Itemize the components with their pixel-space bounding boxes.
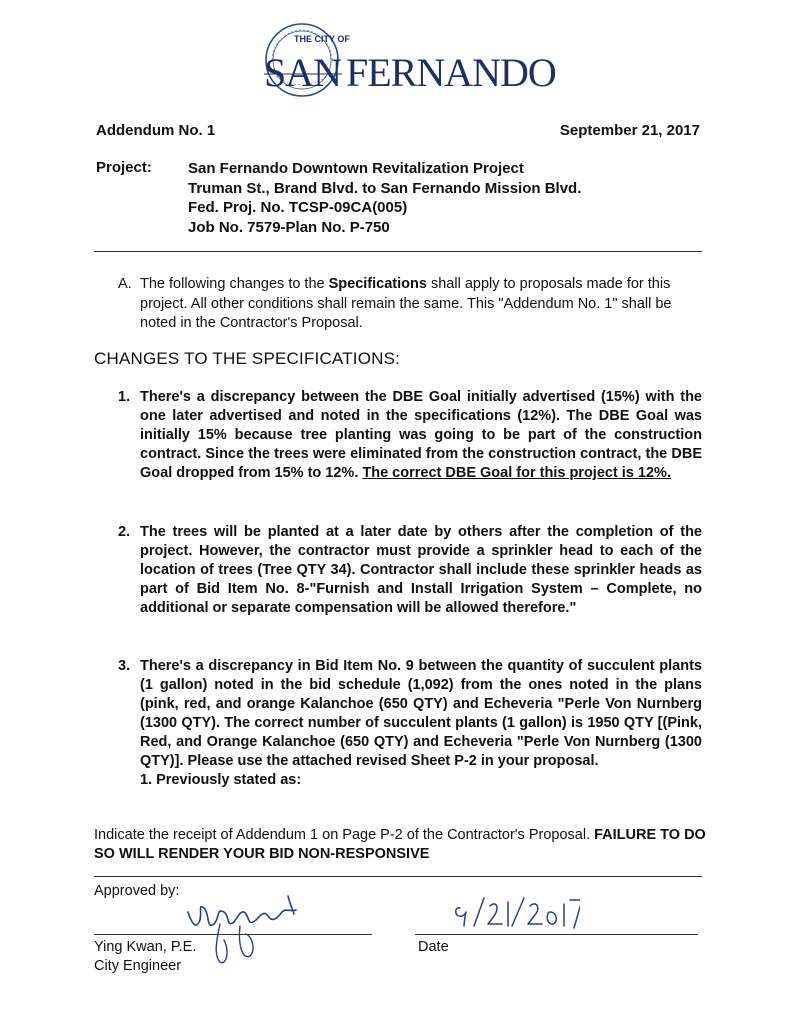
signer-name: Ying Kwan, P.E. (94, 939, 197, 955)
receipt-warning: FAILURE TO DO SO WILL RENDER YOUR BID NON-RESPONSIVE (94, 827, 706, 862)
date-label: Date (418, 939, 449, 955)
paragraph-a-marker: A. (118, 276, 132, 292)
change-item-number: 1. (118, 389, 131, 405)
signature-line (94, 934, 372, 935)
logo-top-text: THE CITY OF (294, 34, 350, 44)
change-item-number: 3. (118, 658, 131, 674)
handwritten-date-icon (450, 892, 580, 936)
paragraph-a-text-start: The following changes to the (140, 276, 329, 292)
change-item-2 (118, 523, 702, 618)
change-item-3-subitem: 1. Previously stated as: (140, 772, 302, 788)
federal-project-number: Fed. Proj. No. TCSP-09CA(005) (188, 199, 408, 216)
city-seal-logo-icon (246, 16, 556, 106)
paragraph-a (118, 275, 706, 334)
approved-by-label: Approved by: (94, 883, 180, 899)
project-limits: Truman St., Brand Blvd. to San Fernando Mission Blvd. (188, 179, 582, 197)
date-line (415, 934, 698, 935)
paragraph-a-bold-word: Specifications (328, 276, 427, 292)
change-item-2-text: The trees will be planted at a later date by others after the completion of the project. However, the contractor must provide a sprinkler head to each of the location of trees (Tree QTY 34). Contractor shall include these sprinkler heads as part of Bid Item No. 8-"Furnish and Install Irrigation System – Complete, no additional or separate compensation will be allowed therefore." (140, 524, 702, 616)
changes-heading: CHANGES TO THE SPECIFICATIONS: (94, 349, 401, 368)
logo-san-text: SAN (264, 50, 342, 95)
signer-title: City Engineer (94, 958, 182, 974)
change-item-1-text: There's a discrepancy between the DBE Goal initially advertised (15%) with the one later advertised and noted in the specifications (12%). The DBE Goal was initially 15% because tree planting was going to be part of the construction contract. Since the trees were eliminated from the construction contract, the DBE Goal dropped from 15% to 12%. (140, 389, 702, 481)
logo-fernando-text: FERNANDO (346, 50, 556, 95)
paragraph-a-text-end: shall apply to proposals made for this project. All other conditions shall remain the same. This "Addendum No. 1" shall be noted in the Contractor's Proposal. (140, 276, 672, 331)
change-item-1 (118, 388, 702, 483)
approval-divider (94, 876, 702, 877)
paragraph-a-text (140, 275, 706, 334)
addendum-number: Addendum No. 1 (96, 122, 216, 139)
addendum-date: September 21, 2017 (559, 122, 700, 139)
job-plan-number: Job No. 7579-Plan No. P-750 (188, 218, 390, 236)
project-name: San Fernando Downtown Revitalization Project (188, 160, 524, 177)
change-item-1-underlined: The correct DBE Goal for this project is 12%. (362, 465, 671, 481)
change-item-3-text: There's a discrepancy in Bid Item No. 9 between the quantity of succulent plants (1 gallon) noted in the bid schedule (1,092) from the ones noted in the plans (pink, red, and orange Kalanchoe (650 QTY) and Echeveria "Perle Von Nurnberg (1300 QTY). The correct number of succulent plants (1 gallon) is 1950 QTY [(Pink, Red, and Orange Kalanchoe (650 QTY) and Echeveria "Perle Von Nurnberg (1300 QTY)]. Please use the attached revised Sheet P-2 in your proposal. (140, 658, 702, 769)
project-details (188, 159, 581, 237)
signature-icon (180, 890, 310, 970)
change-item-text (140, 388, 702, 483)
receipt-instruction (94, 826, 706, 864)
header-divider (94, 251, 702, 252)
receipt-text: Indicate the receipt of Addendum 1 on Page P-2 of the Contractor's Proposal. (94, 827, 595, 843)
city-logo (246, 16, 556, 106)
project-label: Project: (96, 159, 152, 176)
change-item-text (140, 657, 702, 790)
change-item-3 (118, 657, 702, 790)
change-item-number: 2. (118, 524, 131, 540)
